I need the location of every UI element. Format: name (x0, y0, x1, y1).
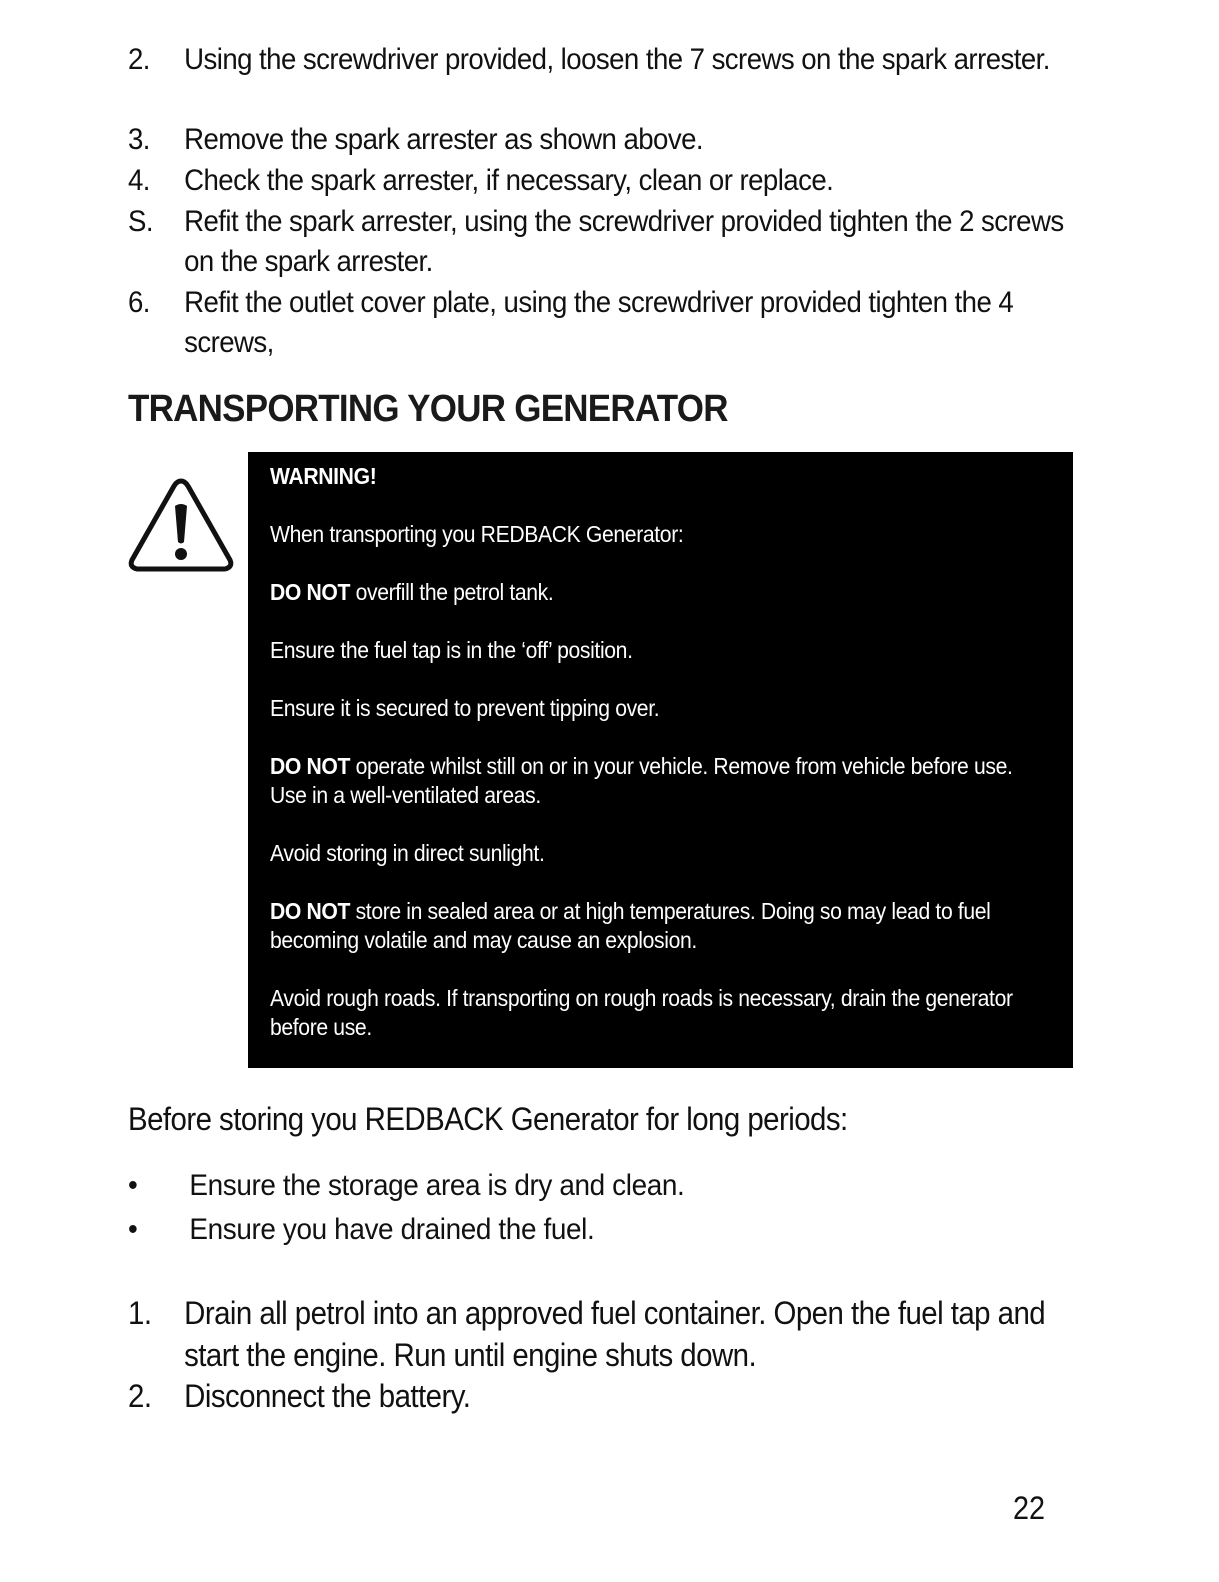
warning-item-text: operate whilst still on or in your vehicle. Remove from vehicle before use. Use in a well-ventilated areas. (270, 753, 1013, 808)
step-text: Using the screwdriver provided, loosen the 7 screws on the spark arrester. (184, 43, 1050, 76)
step-item (128, 120, 1002, 160)
step-text: Check the spark arrester, if necessary, clean or replace. (184, 164, 834, 197)
step-text: Disconnect the battery. (184, 1378, 471, 1414)
warning-item (270, 984, 1052, 1042)
step-item (128, 1375, 1002, 1417)
step-number: 6. (128, 286, 150, 319)
warning-emphasis: DO NOT (270, 898, 351, 924)
page-number: 22 (1013, 1490, 1046, 1526)
step-item (128, 1292, 1046, 1376)
warning-item-text: store in sealed area or at high temperatures. Doing so may lead to fuel becoming volatile and may cause an explosion. (270, 898, 991, 953)
warning-triangle-icon (127, 476, 235, 574)
bullet-marker: • (128, 1213, 138, 1246)
step-text: Refit the outlet cover plate, using the screwdriver provided tighten the 4 screws, (184, 286, 1014, 359)
step-text: Refit the spark arrester, using the screwdriver provided tighten the 2 screws on the spark arrester. (184, 205, 1064, 278)
warning-item-text: Ensure the fuel tap is in the ‘off’ position. (270, 637, 633, 663)
storage-intro: Before storing you REDBACK Generator for long periods: (128, 1101, 848, 1137)
step-number: 3. (128, 123, 150, 156)
warning-item (270, 752, 1052, 810)
warning-item-text: Avoid rough roads. If transporting on rough roads is necessary, drain the generator before use. (270, 985, 1013, 1040)
bullet-item (128, 1166, 684, 1206)
bullet-item (128, 1210, 594, 1250)
bullet-text: Ensure the storage area is dry and clean. (189, 1169, 685, 1202)
bullet-text: Ensure you have drained the fuel. (189, 1213, 595, 1246)
warning-item-text: Avoid storing in direct sunlight. (270, 840, 545, 866)
warning-emphasis: DO NOT (270, 579, 351, 605)
warning-emphasis: DO NOT (270, 753, 351, 779)
step-text: Remove the spark arrester as shown above. (184, 123, 704, 156)
warning-item (270, 636, 1052, 665)
step-number: 2. (128, 1378, 152, 1414)
bullet-marker: • (128, 1169, 138, 1202)
warning-box (248, 452, 1073, 1068)
step-number: 1. (128, 1295, 152, 1331)
warning-intro: When transporting you REDBACK Generator: (270, 521, 684, 547)
warning-title: WARNING! (270, 463, 377, 489)
step-number: 4. (128, 164, 150, 197)
step-item (128, 202, 1064, 282)
step-item (128, 161, 1002, 201)
warning-item (270, 578, 1052, 607)
step-number: S. (128, 205, 153, 238)
step-item (128, 40, 1050, 80)
warning-item-text: Ensure it is secured to prevent tipping over. (270, 695, 660, 721)
warning-item (270, 839, 1052, 868)
warning-item-text: overfill the petrol tank. (350, 579, 554, 605)
step-text: Drain all petrol into an approved fuel container. Open the fuel tap and start the engine. Run until engine shuts down. (184, 1295, 1046, 1373)
warning-item (270, 694, 1052, 723)
step-number: 2. (128, 43, 150, 76)
section-heading: TRANSPORTING YOUR GENERATOR (128, 388, 728, 430)
warning-item (270, 897, 1052, 955)
step-item (128, 283, 1014, 363)
